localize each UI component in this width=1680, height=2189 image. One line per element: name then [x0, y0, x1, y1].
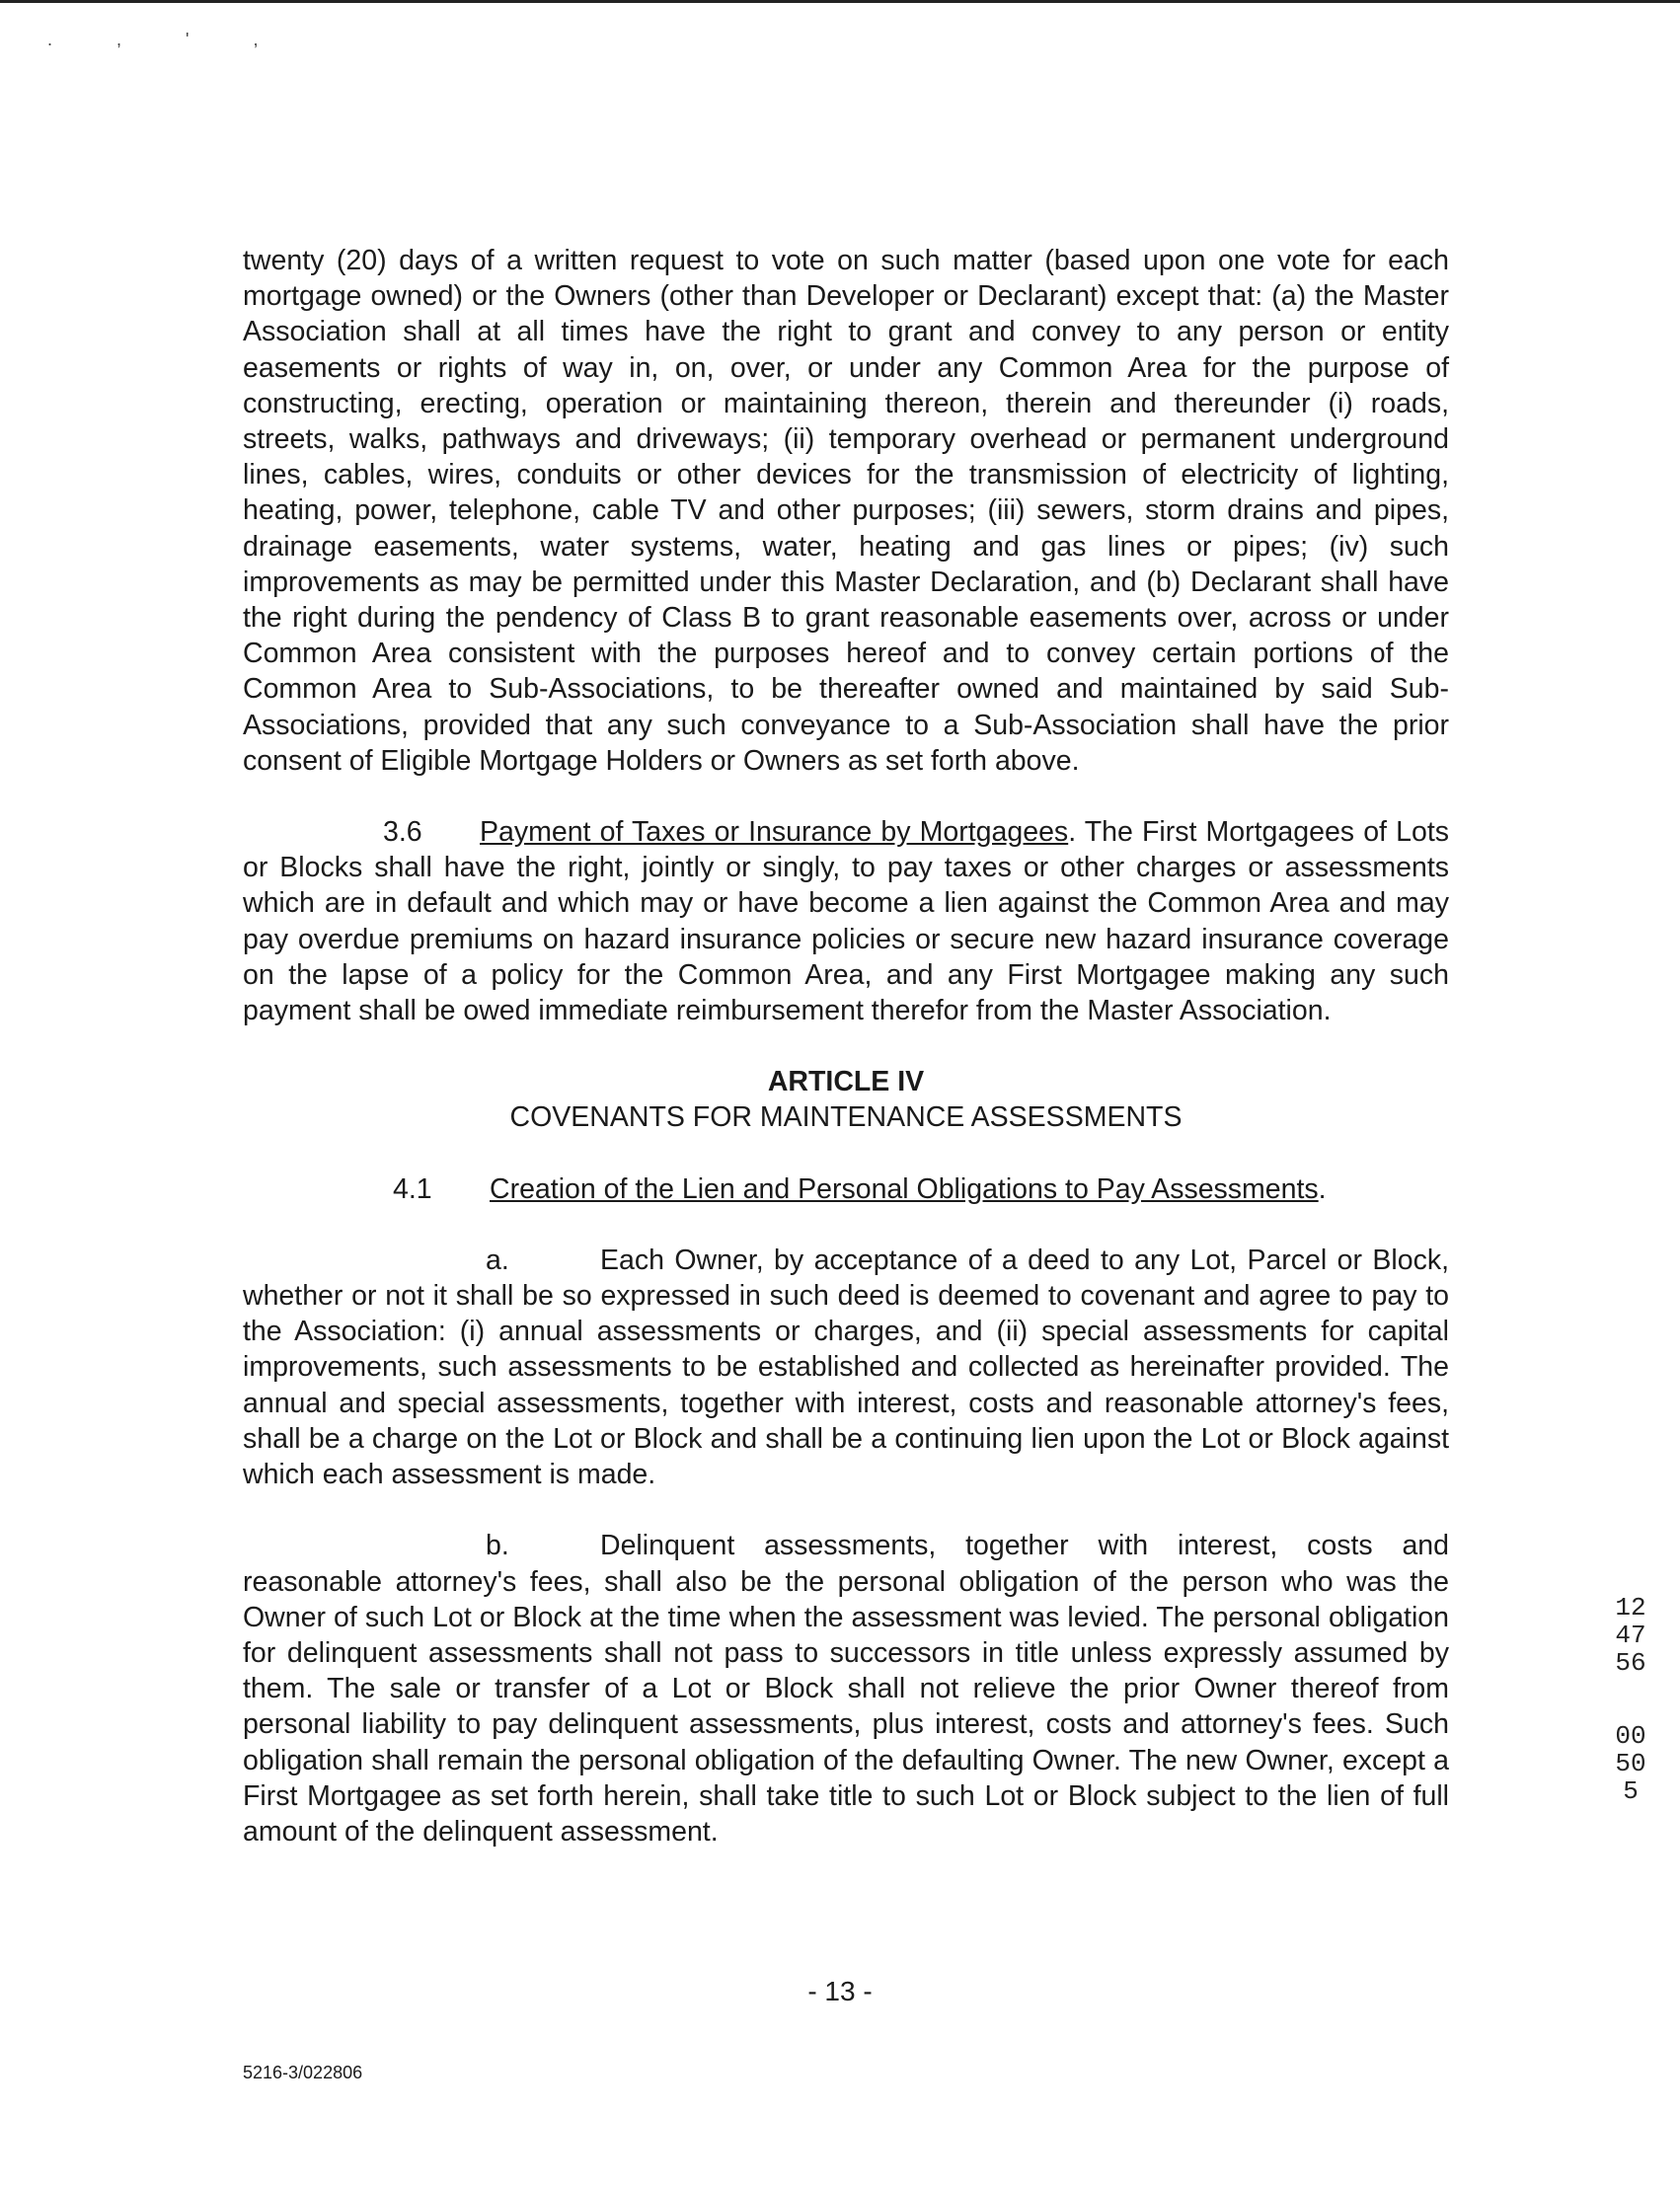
- section-4-1-title-period: .: [1318, 1172, 1327, 1205]
- page-number: - 13 -: [807, 1976, 873, 2006]
- subsection-b-text: Delinquent assessments, together with interest, costs and reasonable attorney's fees, shall also be the personal obligation of the person who was the Owner of such Lot or Block at the time when the assessment was levied. The personal obligation for delinquent assessments shall not pass to successors in title unless expressly assumed by them. The sale or transfer of a Lot or Block shall not relieve the prior Owner thereof from personal liability to pay delinquent assessments, plus interest, costs and attorney's fees. Such obligation shall remain the personal obligation of the defaulting Owner. The new Owner, except a First Mortgagee as set forth herein, shall take title to such Lot or Block subject to the lien of full amount of the delinquent assessment.: [243, 1530, 1449, 1848]
- margin-stamp-gap: [1611, 1677, 1650, 1722]
- article-subheading: COVENANTS FOR MAINTENANCE ASSESSMENTS: [509, 1101, 1183, 1134]
- document-code: 5216-3/022806: [243, 2063, 363, 2082]
- section-4-1-number: 4.1: [393, 1172, 432, 1205]
- margin-stamp-part1: 124756: [1615, 1593, 1646, 1678]
- subsection-b-letter: b.: [486, 1530, 509, 1562]
- section-3-6-paragraph: [243, 814, 1449, 1028]
- subsection-a-letter: a.: [486, 1244, 509, 1276]
- section-3-6-body: . The First Mortgagees of Lots or Blocks shall have the right, jointly or singly, to pay taxes or other charges or assessments which are in default and which may or have become a lien against the Common Area and may pay overdue premiums on hazard insurance policies or secure new hazard insurance coverage on the lapse of a policy for the Common Area, and any First Mortgagee making any such payment shall be owed immediate reimbursement therefor from the Master Association.: [243, 816, 1449, 1027]
- subsection-a-paragraph: [243, 1243, 1449, 1492]
- document-page: [243, 243, 1449, 1885]
- article-heading: ARTICLE IV: [767, 1066, 925, 1098]
- section-3-6-title: Payment of Taxes or Insurance by Mortgagees: [480, 816, 1069, 849]
- margin-stamp-number: [1611, 1594, 1650, 1805]
- margin-stamp-part2: 00505: [1615, 1721, 1646, 1806]
- section-4-1-heading: [243, 1171, 1449, 1207]
- scan-top-edge: [0, 0, 1680, 3]
- subsection-a-text: Each Owner, by acceptance of a deed to any Lot, Parcel or Block, whether or not it shall be so expressed in such deed is deemed to covenant and agree to pay to the Association: (i) annual assessments or charges, and (ii) special assessments for capital improvements, such assessments to be established and collected as hereinafter provided. The annual and special assessments, together with interest, costs and reasonable attorney's fees, shall be a charge on the Lot or Block and shall be a continuing lien upon the Lot or Block against which each assessment is made.: [243, 1244, 1449, 1491]
- section-4-1-title: Creation of the Lien and Personal Obligations to Pay Assessments: [490, 1172, 1319, 1205]
- scan-specks: . , ' ,: [47, 30, 288, 49]
- subsection-b-paragraph: [243, 1528, 1449, 1849]
- intro-paragraph: twenty (20) days of a written request to vote on such matter (based upon one vote for each mortgage owned) or the Owners (other than Developer or Declarant) except that: (a) the Master Association shall at all times have the right to grant and convey to any person or entity easements or rights of way in, on, over, or under any Common Area for the purpose of constructing, erecting, operation or maintaining thereon, therein and thereunder (i) roads, streets, walks, pathways and driveways; (ii) temporary overhead or permanent underground lines, cables, wires, conduits or other devices for the transmission of electricity of lighting, heating, power, telephone, cable TV and other purposes; (iii) sewers, storm drains and pipes, drainage easements, water systems, water, heating and gas lines or pipes; (iv) such improvements as may be permitted under this Master Declaration, and (b) Declarant shall have the right during the pendency of Class B to grant reasonable easements over, across or under Common Area consistent with the purposes hereof and to convey certain portions of the Common Area to Sub-Associations, to be thereafter owned and maintained by said Sub-Associations, provided that any such conveyance to a Sub-Association shall have the prior consent of Eligible Mortgage Holders or Owners as set forth above.: [243, 245, 1449, 777]
- section-3-6-number: 3.6: [383, 816, 422, 849]
